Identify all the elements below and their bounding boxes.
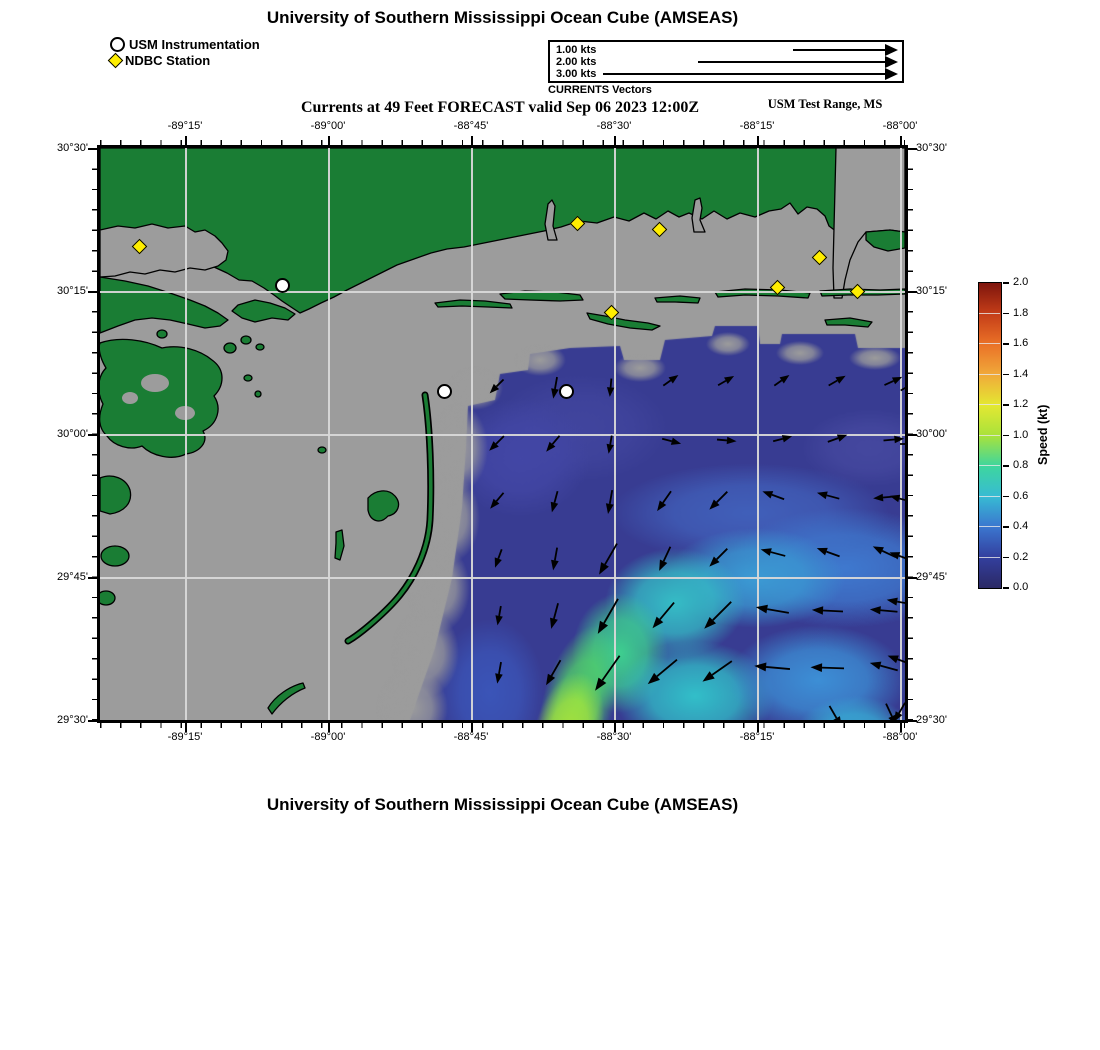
colorbar-gridline bbox=[979, 343, 1000, 344]
current-arrow-tail bbox=[880, 666, 897, 671]
colorbar-tick bbox=[1003, 435, 1009, 437]
current-arrow-tail bbox=[899, 498, 905, 501]
current-arrow-tail bbox=[717, 492, 728, 503]
current-arrow-head bbox=[873, 494, 883, 502]
footer-title: University of Southern Mississippi Ocean Cube (AMSEAS) bbox=[266, 795, 739, 814]
current-arrow-tail bbox=[602, 656, 619, 681]
current-arrow-head bbox=[837, 435, 847, 442]
current-arrow-head bbox=[817, 492, 828, 500]
current-arrow-tail bbox=[610, 436, 612, 445]
lat-tick-label-right: 30°15' bbox=[916, 285, 947, 297]
current-arrow-tail bbox=[901, 386, 905, 391]
current-arrow-head bbox=[598, 621, 608, 634]
current-arrow-tail bbox=[774, 380, 781, 385]
top-major-tick bbox=[185, 136, 187, 145]
current-arrow-tail bbox=[772, 495, 784, 499]
colorbar-tick bbox=[1003, 343, 1009, 345]
current-arrow-head bbox=[671, 438, 681, 445]
lat-tick-label-right: 30°00' bbox=[916, 428, 947, 440]
lat-tick-label-right: 29°45' bbox=[916, 571, 947, 583]
top-major-tick bbox=[757, 136, 759, 145]
top-major-tick bbox=[900, 136, 902, 145]
colorbar-tick bbox=[1003, 313, 1009, 315]
current-arrow-tail bbox=[881, 610, 898, 611]
colorbar-gridline bbox=[979, 374, 1000, 375]
current-arrow-head bbox=[599, 562, 609, 574]
current-arrow-tail bbox=[899, 556, 905, 560]
current-arrow-tail bbox=[767, 609, 789, 613]
top-major-tick bbox=[471, 136, 473, 145]
current-arrow-tail bbox=[771, 552, 785, 556]
colorbar-tick-label: 1.8 bbox=[1013, 306, 1029, 319]
colorbar-gridline bbox=[979, 435, 1000, 436]
current-arrow-tail bbox=[499, 662, 501, 674]
current-arrow-tail bbox=[552, 436, 559, 444]
current-arrow-tail bbox=[897, 659, 905, 664]
current-arrow-tail bbox=[823, 610, 843, 611]
lat-tick-label-left: 29°30' bbox=[57, 714, 88, 726]
current-arrow-tail bbox=[657, 660, 677, 677]
colorbar-tick bbox=[1003, 282, 1009, 284]
current-arrow-tail bbox=[555, 548, 557, 561]
current-arrow-tail bbox=[766, 667, 790, 669]
current-arrow-head bbox=[762, 491, 773, 498]
top-major-tick bbox=[328, 136, 330, 145]
current-arrow-head bbox=[870, 606, 881, 614]
current-arrow-head bbox=[727, 437, 737, 444]
colorbar-tick-label: 0.2 bbox=[1013, 550, 1029, 563]
legend-label-ndbc: NDBC Station bbox=[125, 52, 211, 68]
current-arrow-head bbox=[756, 605, 768, 614]
current-arrow-tail bbox=[828, 438, 838, 442]
current-arrow-tail bbox=[717, 549, 728, 560]
current-arrow-tail bbox=[886, 704, 892, 717]
current-arrow-tail bbox=[496, 436, 504, 444]
current-arrow-tail bbox=[662, 439, 672, 442]
current-arrow-tail bbox=[712, 661, 732, 675]
colorbar-tick bbox=[1003, 496, 1009, 498]
current-arrow-head bbox=[780, 375, 790, 383]
colorbar-gridline bbox=[979, 404, 1000, 405]
current-arrow-head bbox=[892, 377, 902, 384]
current-arrow-head bbox=[495, 557, 502, 567]
current-arrow-head bbox=[782, 435, 792, 442]
lat-tick-label-right: 29°30' bbox=[916, 714, 947, 726]
left-major-tick bbox=[88, 148, 97, 150]
current-arrow-tail bbox=[498, 549, 501, 558]
current-arrow-tail bbox=[552, 660, 561, 676]
current-arrow-head bbox=[551, 388, 559, 398]
current-arrow-head bbox=[606, 503, 614, 514]
forecast-subtitle: Currents at 49 Feet FORECAST valid Sep 06 2023 12:00Z bbox=[300, 99, 700, 116]
colorbar-tick bbox=[1003, 557, 1009, 559]
current-arrow-tail bbox=[496, 379, 503, 386]
current-arrow-tail bbox=[604, 599, 618, 623]
lat-tick-label-left: 30°15' bbox=[57, 285, 88, 297]
colorbar-tick bbox=[1003, 374, 1009, 376]
current-arrow-head bbox=[550, 618, 558, 629]
vector-legend-arrow-line bbox=[793, 49, 888, 51]
lon-tick-label-top: -88°15' bbox=[739, 120, 775, 132]
lon-tick-label-top: -89°15' bbox=[167, 120, 203, 132]
current-arrow-head bbox=[894, 711, 902, 720]
current-arrow-tail bbox=[610, 490, 612, 504]
current-arrow-tail bbox=[664, 547, 671, 562]
top-major-tick bbox=[614, 136, 616, 145]
vector-scale-legend bbox=[548, 40, 904, 83]
current-arrow-tail bbox=[554, 603, 558, 618]
current-arrow-head bbox=[810, 663, 822, 672]
current-arrow-tail bbox=[773, 439, 783, 442]
colorbar-tick-label: 1.4 bbox=[1013, 367, 1029, 380]
current-arrow-tail bbox=[611, 379, 612, 388]
vector-legend-row bbox=[550, 68, 902, 80]
current-arrow-head bbox=[833, 716, 842, 720]
current-arrow-head bbox=[873, 546, 884, 554]
usm-instrumentation-marker bbox=[275, 278, 290, 293]
lon-tick-label-top: -88°00' bbox=[882, 120, 918, 132]
vector-legend-arrow-line bbox=[603, 73, 888, 75]
lon-tick-label-bottom: -88°00' bbox=[882, 731, 918, 743]
lon-tick-label-bottom: -89°15' bbox=[167, 731, 203, 743]
current-arrow-tail bbox=[830, 706, 837, 718]
current-arrow-tail bbox=[555, 377, 557, 389]
current-arrow-head bbox=[495, 615, 502, 625]
current-arrow-tail bbox=[660, 603, 674, 620]
lat-tick-label-right: 30°30' bbox=[916, 142, 947, 154]
lat-tick-label-left: 29°45' bbox=[57, 571, 88, 583]
current-arrow-head bbox=[546, 674, 555, 685]
left-major-tick bbox=[88, 434, 97, 436]
colorbar-tick bbox=[1003, 465, 1009, 467]
current-arrow-tail bbox=[713, 602, 731, 620]
current-arrow-tail bbox=[899, 703, 905, 713]
vector-legend-row bbox=[550, 44, 902, 56]
legend-row-usm bbox=[110, 36, 260, 52]
current-arrow-head bbox=[870, 662, 882, 670]
current-arrow-head bbox=[551, 560, 559, 571]
bottom-minor-ticks bbox=[100, 723, 905, 728]
current-arrow-head bbox=[890, 495, 901, 502]
vector-legend-label: 2.00 kts bbox=[556, 56, 597, 68]
current-arrow-head bbox=[894, 436, 904, 444]
current-arrow-head bbox=[817, 548, 828, 555]
lat-tick-label-left: 30°30' bbox=[57, 142, 88, 154]
legend-row-ndbc bbox=[110, 52, 260, 68]
current-arrow-head bbox=[657, 500, 666, 511]
colorbar-tick-label: 1.6 bbox=[1013, 337, 1029, 349]
colorbar-gridline bbox=[979, 313, 1000, 314]
vector-legend-label: 1.00 kts bbox=[556, 44, 597, 56]
current-arrow-tail bbox=[718, 381, 726, 386]
main-title: University of Southern Mississippi Ocean Cube (AMSEAS) bbox=[266, 8, 739, 27]
colorbar-gridline bbox=[979, 465, 1000, 466]
top-minor-ticks bbox=[100, 140, 905, 145]
usm-instrumentation-marker bbox=[559, 384, 574, 399]
current-arrow-tail bbox=[897, 602, 905, 605]
lon-tick-label-bottom: -88°30' bbox=[596, 731, 632, 743]
vector-legend-arrow-head-icon bbox=[885, 68, 898, 80]
current-arrow-tail bbox=[822, 668, 844, 669]
lon-tick-label-bottom: -88°45' bbox=[453, 731, 489, 743]
lon-tick-label-bottom: -89°00' bbox=[310, 731, 346, 743]
region-label: USM Test Range, MS bbox=[767, 97, 883, 111]
current-arrow-tail bbox=[663, 380, 670, 385]
lon-tick-label-top: -88°45' bbox=[453, 120, 489, 132]
left-major-tick bbox=[88, 720, 97, 722]
lon-tick-label-top: -89°00' bbox=[310, 120, 346, 132]
current-arrow-head bbox=[607, 444, 614, 454]
current-arrow-tail bbox=[499, 606, 501, 616]
current-arrow-tail bbox=[717, 440, 727, 441]
vector-legend-label: 3.00 kts bbox=[556, 68, 597, 80]
marker-legend bbox=[110, 36, 260, 68]
current-arrow-head bbox=[607, 387, 614, 397]
colorbar-title: Speed (kt) bbox=[1036, 404, 1050, 466]
usm-circle-marker-icon bbox=[110, 37, 125, 52]
current-arrow-head bbox=[551, 502, 558, 513]
colorbar-gridline bbox=[979, 526, 1000, 527]
current-arrow-tail bbox=[827, 495, 840, 498]
ndbc-diamond-marker-icon bbox=[108, 52, 124, 68]
left-major-tick bbox=[88, 291, 97, 293]
map-plot-area bbox=[97, 145, 908, 723]
lon-tick-label-top: -88°30' bbox=[596, 120, 632, 132]
colorbar-tick-label: 2.0 bbox=[1013, 276, 1029, 288]
colorbar-tick-label: 0.8 bbox=[1013, 459, 1029, 471]
current-arrow-head bbox=[812, 606, 823, 614]
colorbar-gridline bbox=[979, 557, 1000, 558]
current-arrow-head bbox=[888, 655, 899, 663]
lat-tick-label-left: 30°00' bbox=[57, 428, 88, 440]
current-arrow-tail bbox=[605, 544, 617, 565]
current-arrow-head bbox=[702, 671, 714, 681]
colorbar-tick bbox=[1003, 526, 1009, 528]
usm-instrumentation-marker bbox=[437, 384, 452, 399]
current-arrow-head bbox=[659, 560, 667, 571]
vector-legend-arrow-line bbox=[698, 61, 888, 63]
colorbar-gridline bbox=[979, 496, 1000, 497]
colorbar-tick-label: 0.4 bbox=[1013, 520, 1029, 532]
vector-legend-row bbox=[550, 56, 902, 68]
current-arrow-tail bbox=[826, 552, 839, 557]
vector-legend-arrow-head-icon bbox=[885, 56, 898, 68]
current-arrow-head bbox=[724, 376, 734, 384]
legend-label-usm: USM Instrumentation bbox=[129, 36, 260, 52]
colorbar-tick bbox=[1003, 404, 1009, 406]
current-arrow-head bbox=[495, 673, 503, 683]
current-arrow-head bbox=[595, 678, 606, 691]
lon-tick-label-bottom: -88°15' bbox=[739, 731, 775, 743]
colorbar-tick-label: 1.0 bbox=[1013, 428, 1029, 441]
colorbar-tick-label: 0.0 bbox=[1013, 581, 1029, 593]
left-major-tick bbox=[88, 577, 97, 579]
current-arrow-head bbox=[761, 548, 772, 556]
current-arrow-tail bbox=[554, 491, 557, 503]
current-arrow-tail bbox=[829, 381, 838, 386]
vector-legend-caption: CURRENTS Vectors bbox=[548, 84, 652, 96]
current-arrow-head bbox=[887, 598, 898, 606]
current-arrow-head bbox=[754, 663, 766, 672]
current-arrow-tail bbox=[496, 493, 503, 501]
current-arrow-tail bbox=[884, 440, 895, 441]
current-vector-arrows bbox=[100, 148, 905, 720]
current-arrow-tail bbox=[663, 491, 671, 502]
current-arrow-tail bbox=[884, 381, 893, 385]
current-arrow-head bbox=[669, 375, 679, 383]
colorbar-tick-label: 0.6 bbox=[1013, 489, 1029, 502]
colorbar-tick bbox=[1003, 587, 1009, 589]
current-arrow-head bbox=[835, 376, 845, 384]
colorbar-tick-label: 1.2 bbox=[1013, 398, 1029, 410]
vector-legend-arrow-head-icon bbox=[885, 44, 898, 56]
